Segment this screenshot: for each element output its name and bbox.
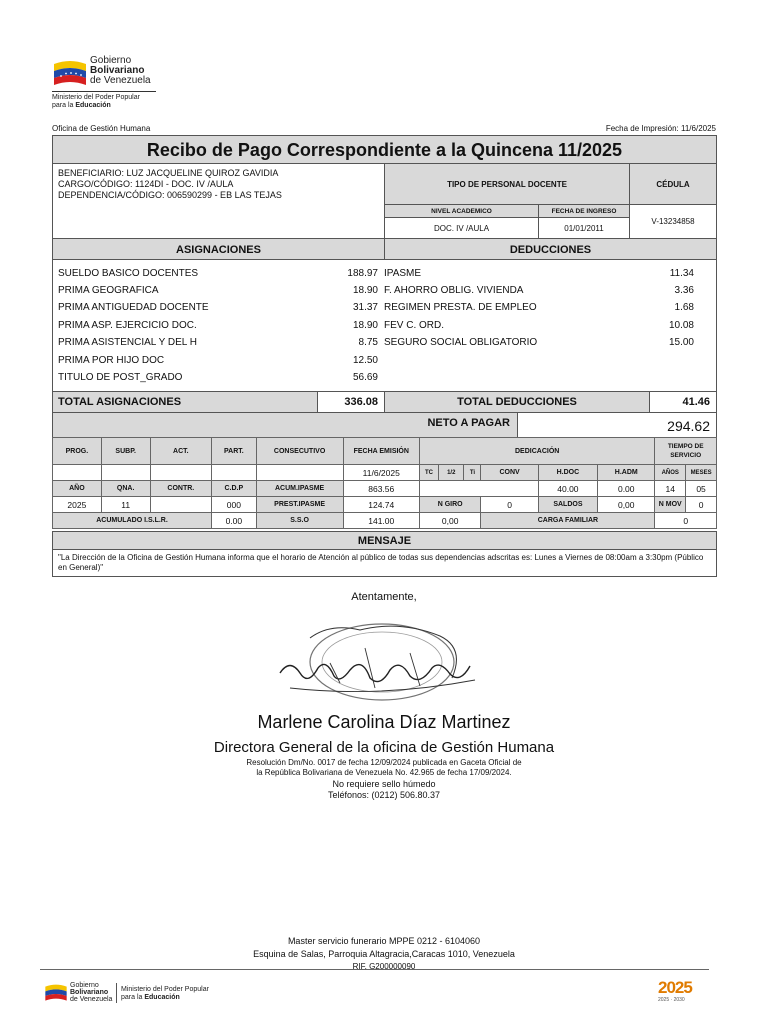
neto-value: 294.62 [667, 418, 710, 434]
print-date: Fecha de Impresión: 11/6/2025 [605, 124, 716, 133]
cell-consecutivo [256, 465, 343, 481]
footer-line-1: Master servicio funerario MPPE 0212 - 6104060 [287, 936, 481, 946]
deducciones-label: DEDUCCIONES [509, 244, 592, 256]
acum-ipasme-value: 863.56 [343, 481, 419, 497]
beneficiary-block [52, 163, 385, 239]
deduccion-value: 15.00 [668, 337, 694, 348]
header-nmov: N MOV [655, 497, 686, 513]
footer-logo-line-2: Bolivariano [70, 989, 109, 996]
total-deducciones-value: 41.46 [682, 396, 710, 408]
mensaje-text: "La Dirección de la Oficina de Gestión Humana informa que el horario de Atención al público de todas sus dependencias adscritas es: Lunes a Viernes de 08:00am a 3:30pm (Público en General)" [58, 553, 704, 572]
prest-ipasme-value: 124.74 [343, 497, 419, 513]
header-hadm: H.ADM [598, 465, 655, 481]
phones: Teléfonos: (0212) 506.80.37 [327, 790, 441, 800]
header-conv: CONV [481, 465, 538, 481]
header-fecha-emision: FECHA EMISIÓN [343, 438, 419, 465]
deducciones-header [384, 238, 717, 260]
tipo-personal-label: TIPO DE PERSONAL DOCENTE [447, 180, 567, 189]
header-meses: MESES [686, 465, 717, 481]
asignacion-name: PRIMA POR HIJO DOC [58, 355, 165, 366]
asignaciones-label: ASIGNACIONES [176, 244, 261, 256]
ngiro-value: 0 [481, 497, 538, 513]
cdp-value: 000 [212, 497, 257, 513]
acum-islr-value: 0.00 [212, 513, 257, 529]
carga-familiar-value: 0 [655, 513, 717, 529]
ano-value: 2025 [53, 497, 102, 513]
total-deducciones-value-cell [649, 391, 717, 413]
footer-line-2: Esquina de Salas, Parroquia Altagracia,Caracas 1010, Venezuela [253, 949, 515, 959]
fecha-ingreso-header [538, 204, 630, 218]
asignacion-value: 8.75 [358, 337, 378, 348]
deduccion-name: FEV C. ORD. [384, 320, 445, 331]
header-ti: Ti [464, 465, 481, 481]
asignacion-name: PRIMA ASISTENCIAL Y DEL H [58, 337, 197, 348]
header-consecutivo: CONSECUTIVO [256, 438, 343, 465]
total-deducciones-label-cell [384, 391, 650, 413]
nmov-value: 0 [686, 497, 717, 513]
contr-value [150, 497, 212, 513]
header-sso: S.S.O [256, 513, 343, 529]
deduccion-name: REGIMEN PRESTA. DE EMPLEO [384, 302, 537, 313]
neto-label: NETO A PAGAR [427, 417, 510, 429]
header-qna: QNA. [101, 481, 150, 497]
header-half: 1/2 [439, 465, 464, 481]
sso-value-2: 0,00 [419, 513, 481, 529]
footer-logo-line-1: Gobierno [70, 982, 99, 989]
header-cdp: C.D.P [212, 481, 257, 497]
asignacion-name: TITULO DE POST_GRADO [58, 372, 183, 383]
header-contr: CONTR. [150, 481, 212, 497]
header-acum-islr: ACUMULADO I.S.L.R. [53, 513, 212, 529]
nivel-cell [384, 217, 539, 239]
header-ano: AÑO [53, 481, 102, 497]
header-ngiro: N GIRO [419, 497, 481, 513]
resolution-line-2: la República Bolivariana de Venezuela No. 42.965 de fecha 17/09/2024. [256, 768, 512, 777]
asignacion-value: 18.90 [352, 320, 378, 331]
mensaje-body [52, 549, 717, 577]
asignacion-name: SUELDO BASICO DOCENTES [58, 268, 199, 279]
resolution-line-1: Resolución Dm/No. 0017 de fecha 12/09/2024 publicada en Gaceta Oficial de [246, 758, 522, 767]
fecha-emision-value: 11/6/2025 [343, 465, 419, 481]
header-anos: AÑOS [655, 465, 686, 481]
footer-flag-logo-icon [44, 980, 68, 1004]
nivel-label: NIVEL ACADEMICO [431, 208, 492, 215]
logo-line-3: de Venezuela [90, 75, 151, 86]
signer-name: Marlene Carolina Díaz Martinez [257, 712, 511, 732]
cedula-cell [629, 204, 717, 239]
header-subp: SUBP. [101, 438, 150, 465]
asignacion-value: 18.90 [352, 285, 378, 296]
resolution [0, 758, 768, 778]
header-tiempo-1: TIEMPO DE [667, 443, 704, 450]
asignacion-name: PRIMA ASP. EJERCICIO DOC. [58, 320, 197, 331]
tipo-personal-header [384, 163, 630, 205]
total-asignaciones-label: TOTAL ASIGNACIONES [58, 396, 182, 408]
nivel-header [384, 204, 539, 218]
signer-role: Directora General de la oficina de Gestión Humana [213, 739, 555, 756]
total-asignaciones-value-cell [317, 391, 385, 413]
cedula-header [629, 163, 717, 205]
neto-value-cell [517, 412, 717, 438]
venezuela-flag-logo-icon [52, 54, 88, 90]
anos-value: 14 [655, 481, 686, 497]
year-logo-sub: 2025 · 2030 [658, 997, 685, 1003]
footer-ministry-line-1: Ministerio del Poder Popular [121, 986, 209, 993]
greeting: Atentamente, [351, 591, 417, 603]
header-saldos: SALDOS [538, 497, 597, 513]
deduccion-name: SEGURO SOCIAL OBLIGATORIO [384, 337, 538, 348]
deduccion-value: 1.68 [674, 302, 694, 313]
asignacion-name: PRIMA ANTIGUEDAD DOCENTE [58, 302, 209, 313]
official-seal-signature-icon [270, 618, 490, 708]
deduccion-value: 11.34 [669, 268, 694, 279]
year-logo-text: 2025 [658, 978, 692, 997]
fecha-ingreso-cell [538, 217, 630, 239]
beneficiary-dependencia: DEPENDENCIA/CÓDIGO: 006590299 - EB LAS TEJAS [58, 190, 282, 200]
asignacion-name: PRIMA GEOGRAFICA [58, 285, 159, 296]
total-deducciones-label: TOTAL DEDUCCIONES [457, 396, 577, 408]
footer-logo-line-3: de Venezuela [70, 996, 113, 1003]
beneficiary-cargo: CARGO/CÓDIGO: 1124DI - DOC. IV /AULA [58, 179, 234, 189]
nivel-value: DOC. IV /AULA [433, 224, 490, 233]
fecha-ingreso-value: 01/01/2011 [564, 224, 604, 233]
receipt-title-bar [52, 135, 717, 164]
hdoc-value: 40.00 [538, 481, 597, 497]
header-tiempo-servicio [655, 438, 717, 465]
footer-ministry-line-2b: Educación [144, 994, 180, 1001]
mensaje-header [52, 531, 717, 550]
fecha-ingreso-label: FECHA DE INGRESO [551, 208, 617, 215]
cell-prog [53, 465, 102, 481]
ministry-line-2b: Educación [75, 102, 111, 109]
asignacion-value: 56.69 [352, 372, 378, 383]
cell-subp [101, 465, 150, 481]
year-2025-logo [658, 979, 710, 1005]
header-hdoc: H.DOC [538, 465, 597, 481]
asignacion-value: 31.37 [352, 302, 378, 313]
cell-act [150, 465, 212, 481]
saldos-value: 0,00 [598, 497, 655, 513]
header-acum-ipasme: ACUM.IPASME [256, 481, 343, 497]
hadm-value: 0.00 [598, 481, 655, 497]
footer-rif: RIF. G200000090 [352, 962, 416, 971]
sello-note: No requiere sello húmedo [332, 779, 436, 789]
ministry-line-2a: para la [52, 102, 74, 109]
header-prest-ipasme: PREST.IPASME [256, 497, 343, 513]
asignacion-value: 188.97 [347, 268, 378, 279]
deduccion-name: IPASME [384, 268, 422, 279]
header-prog: PROG. [53, 438, 102, 465]
total-asignaciones-value: 336.08 [344, 396, 378, 408]
mensaje-label: MENSAJE [357, 535, 412, 547]
deduccion-value: 10.08 [668, 320, 694, 331]
header-carga-familiar: CARGA FAMILIAR [481, 513, 655, 529]
deduccion-name: F. AHORRO OBLIG. VIVIENDA [384, 285, 524, 296]
ministry-line-1: Ministerio del Poder Popular [52, 94, 140, 101]
qna-value: 11 [101, 497, 150, 513]
cell-dedicacion-empty [419, 481, 538, 497]
header-part: PART. [212, 438, 257, 465]
logo-line-2: Bolivariano [90, 65, 145, 76]
office-name: Oficina de Gestión Humana [52, 124, 151, 133]
cedula-label: CÉDULA [656, 180, 690, 189]
header-act: ACT. [150, 438, 212, 465]
deduccion-value: 3.36 [674, 285, 694, 296]
header-tiempo-2: SERVICIO [670, 452, 702, 459]
header-tc: TC [419, 465, 438, 481]
meses-value: 05 [686, 481, 717, 497]
total-asignaciones-label-cell [52, 391, 318, 413]
footer-ministry-line-2a: para la [121, 994, 143, 1001]
header-dedicacion: DEDICACIÓN [419, 438, 654, 465]
logo-line-1: Gobierno [90, 55, 132, 66]
receipt-title: Recibo de Pago Correspondiente a la Quincena 11/2025 [146, 140, 623, 160]
detail-grid [52, 437, 717, 529]
cell-part [212, 465, 257, 481]
asignaciones-header [52, 238, 385, 260]
beneficiary-name: BENEFICIARIO: LUZ JACQUELINE QUIROZ GAVIDIA [58, 168, 279, 178]
asignacion-value: 12.50 [352, 355, 378, 366]
sso-value: 141.00 [343, 513, 419, 529]
cedula-value: V-13234858 [651, 217, 695, 226]
